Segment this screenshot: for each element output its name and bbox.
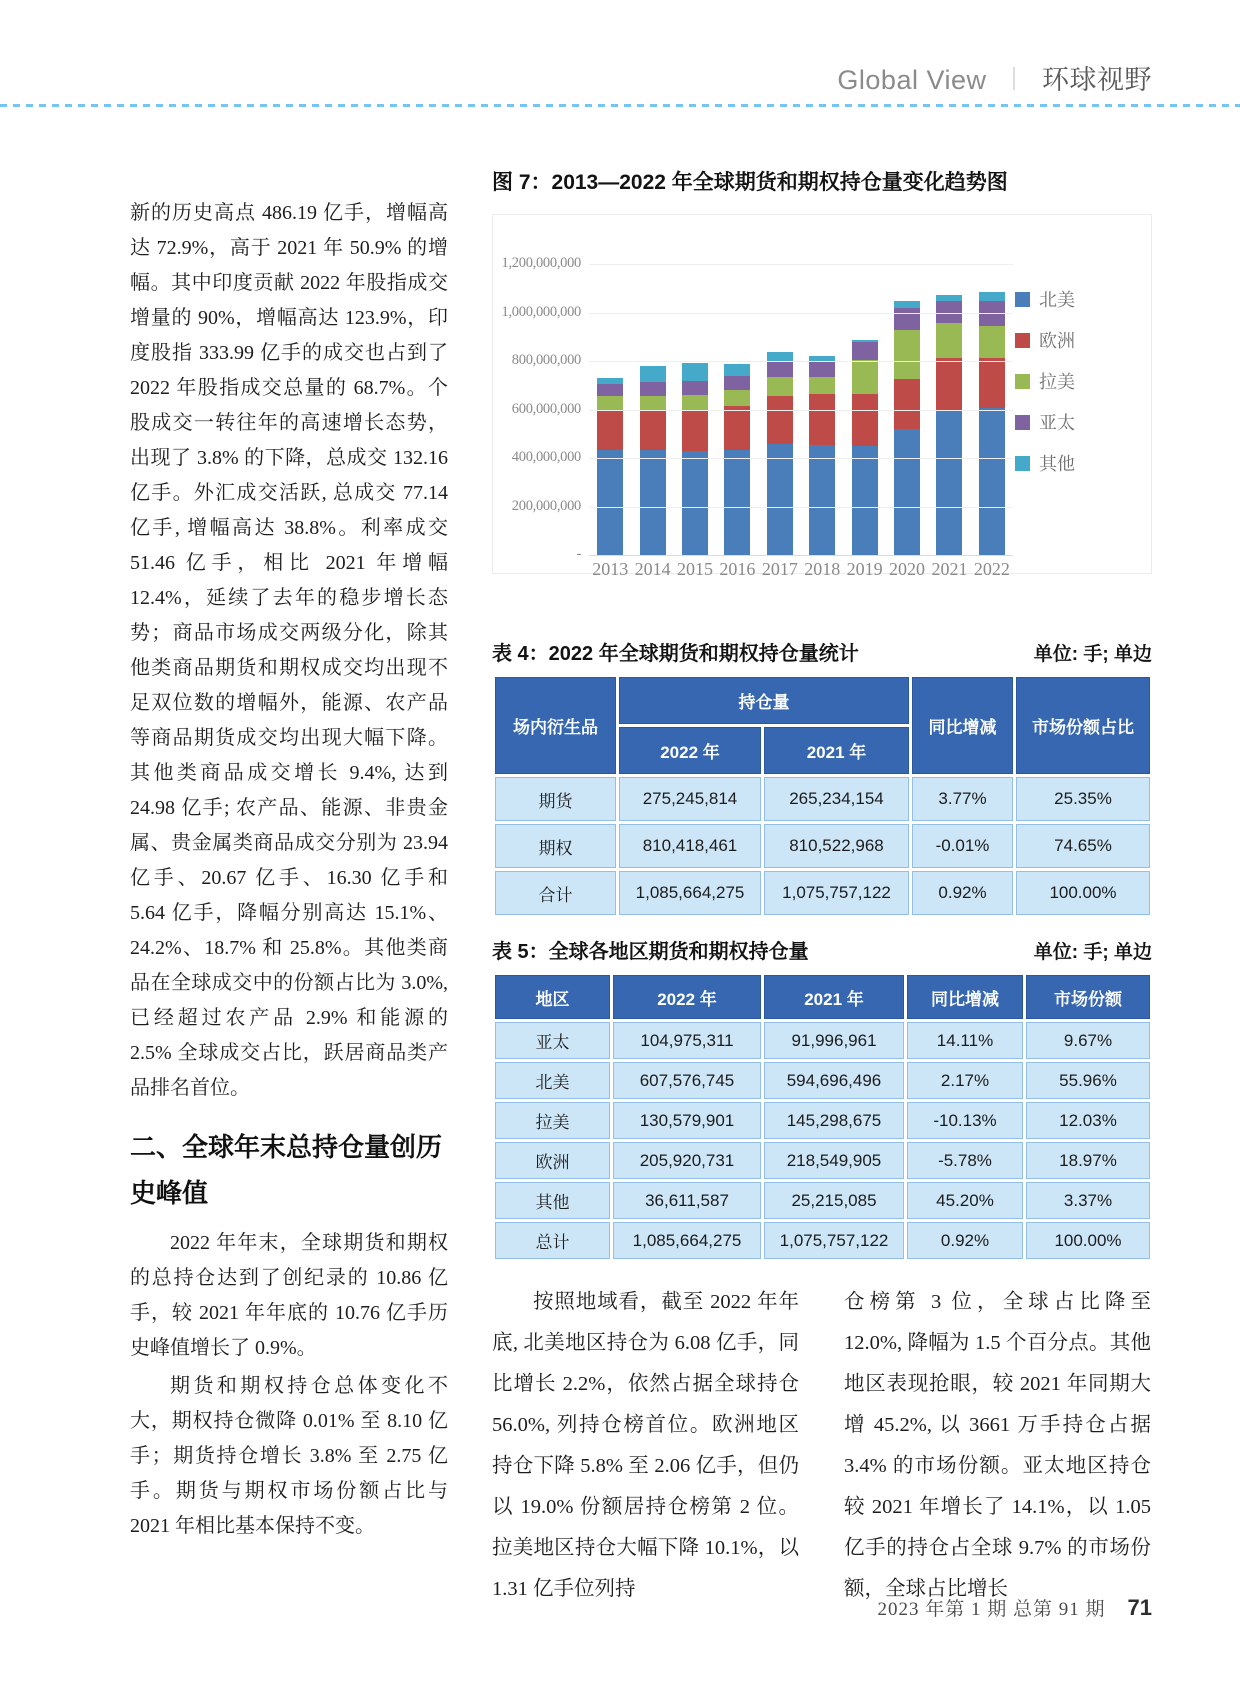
table4-header-cell: 同比增减 (911, 676, 1015, 776)
chart-gridline (589, 507, 1013, 508)
table-row (494, 1061, 1152, 1101)
bar-segment (894, 301, 920, 308)
x-axis-tick-label: 2014 (634, 559, 671, 579)
table4-header-cell: 持仓量 (618, 676, 911, 726)
stacked-bar (597, 378, 623, 555)
footer-issue-info: 2023 年第 1 期 总第 91 期 (877, 1599, 1106, 1620)
legend-swatch (1015, 456, 1030, 471)
chart-gridline (589, 313, 1013, 314)
footer-page-number: 71 (1127, 1595, 1152, 1620)
table-cell: 55.96% (1025, 1061, 1152, 1101)
table5-caption: 表 5：全球各地区期货和期权持仓量 (492, 941, 809, 963)
table5-header-cell: 同比增减 (906, 974, 1025, 1021)
stacked-bar (979, 292, 1005, 555)
table-cell: 3.77% (911, 776, 1015, 823)
table-cell: 18.97% (1025, 1141, 1152, 1181)
table-cell: 14.11% (906, 1021, 1025, 1061)
table-cell: 12.03% (1025, 1101, 1152, 1141)
body-paragraph: 新的历史高点 486.19 亿手，增幅高达 72.9%，高于 2021 年 50.9% 的增幅。其中印度贡献 2022 年股指成交增量的 90%，增幅高达 123.9%，印度股指 333.99 亿手的成交也占到了 2022 年股指成交总量的 68.7%。个股成交一转往年的高速增长态势，出现了 3.8% 的下降，总成交 132.16 亿手。外汇成交活跃, 总成交 77.14 亿手, 增幅高达 38.8%。利率成交 51.46 亿手，相比 2021 年增幅 12.4%，延续了去年的稳步增长态势；商品市场成交两级分化，除其他类商品期货和期权成交均出现不足双位数的增幅外，能源、农产品等商品期货成交均出现大幅下降。其他类商品成交增长 9.4%, 达到 24.98 亿手; 农产品、能源、非贵金属、贵金属类商品成交分别为 23.94 亿手、20.67 亿手、16.30 亿手和 5.64 亿手，降幅分别高达 15.1%、24.2%、18.7% 和 25.8%。其他类商品在全球成交中的份额占比为 3.0%, 已经超过农产品 2.9% 和能源的 2.5% 全球成交占比，跃居商品类产品排名首位。 (130, 202, 448, 1099)
legend-swatch (1015, 333, 1030, 348)
stacked-bar (724, 364, 750, 555)
table4-header-cell: 2021 年 (763, 726, 911, 776)
bar-segment (979, 326, 1005, 358)
table-row (494, 1021, 1152, 1061)
table4-body (494, 776, 1152, 917)
bar-segment (682, 363, 708, 381)
legend-item (1015, 454, 1075, 474)
table4-header (494, 676, 1152, 776)
table-cell: 0.92% (911, 870, 1015, 917)
table-cell: 594,696,496 (763, 1061, 906, 1101)
bar-segment (979, 292, 1005, 301)
table-cell: 218,549,905 (763, 1141, 906, 1181)
page-header (837, 58, 1152, 97)
stacked-bar (894, 301, 920, 555)
bar-segment (682, 395, 708, 410)
table-cell: 欧洲 (494, 1141, 612, 1181)
table5-header-cell: 2022 年 (612, 974, 763, 1021)
bar-segment (597, 396, 623, 410)
table-cell: 9.67% (1025, 1021, 1152, 1061)
bar-segment (640, 450, 666, 555)
bar-segment (597, 410, 623, 450)
table-cell: 25,215,085 (763, 1181, 906, 1221)
y-axis-tick-label: 800,000,000 (511, 352, 581, 368)
right-content-column (492, 168, 1152, 1610)
bar-segment (682, 451, 708, 555)
table5-caption-row (492, 936, 1152, 964)
legend-label: 北美 (1039, 290, 1075, 310)
chart-gridline (589, 555, 1013, 556)
table-cell: 3.37% (1025, 1181, 1152, 1221)
bottom-column-1: 按照地域看，截至 2022 年年底, 北美地区持仓为 6.08 亿手，同比增长 2.2%，依然占据全球持仓 56.0%, 列持仓榜首位。欧洲地区持仓下降 5.8% 至 2.06 亿手，但仍以 19.0% 份额居持仓榜第 2 位。拉美地区持仓大幅下降 10.1%，以 1.31 亿手位列持 (492, 1291, 799, 1600)
table-cell: 期货 (494, 776, 618, 823)
table5-body (494, 1021, 1152, 1261)
table-row (494, 823, 1152, 870)
bar-segment (809, 377, 835, 394)
table-cell: 1,085,664,275 (612, 1221, 763, 1261)
legend-item (1015, 290, 1075, 310)
table4-header-cell: 2022 年 (618, 726, 763, 776)
table-cell: 2.17% (906, 1061, 1025, 1101)
bar-segment (852, 394, 878, 446)
bar-segment (809, 445, 835, 555)
legend-label: 拉美 (1039, 372, 1075, 392)
legend-item (1015, 413, 1075, 433)
table-cell: -5.78% (906, 1141, 1025, 1181)
table5-header (494, 974, 1152, 1021)
y-axis-tick-label: - (576, 546, 581, 562)
table-row (494, 776, 1152, 823)
table-cell: 北美 (494, 1061, 612, 1101)
x-axis-tick-label: 2019 (846, 559, 883, 579)
bar-segment (894, 379, 920, 429)
bar-segment (640, 410, 666, 450)
legend-swatch (1015, 374, 1030, 389)
table-cell: 45.20% (906, 1181, 1025, 1221)
bar-segment (767, 444, 793, 555)
table-row (494, 1141, 1152, 1181)
bar-segment (936, 411, 962, 555)
table5 (492, 972, 1153, 1262)
chart-gridline (589, 458, 1013, 459)
table-cell: 0.92% (906, 1221, 1025, 1261)
table-cell: 期权 (494, 823, 618, 870)
table-cell: 1,075,757,122 (763, 1221, 906, 1261)
table-cell: 合计 (494, 870, 618, 917)
bar-segment (682, 410, 708, 451)
chart-gridline (589, 361, 1013, 362)
table-row (494, 870, 1152, 917)
legend-item (1015, 372, 1075, 392)
page-footer (878, 1594, 1153, 1621)
bar-segment (979, 408, 1005, 555)
section-heading: 二、全球年末总持仓量创历史峰值 (130, 1132, 443, 1208)
bar-segment (852, 446, 878, 555)
header-divider: ︱ (1000, 65, 1028, 95)
table-cell: 265,234,154 (763, 776, 911, 823)
bar-segment (809, 361, 835, 377)
bottom-text-columns (492, 1282, 1152, 1610)
table4-caption-row (492, 638, 1152, 666)
table-cell: 810,522,968 (763, 823, 911, 870)
table-cell: 145,298,675 (763, 1101, 906, 1141)
figure7-chart (492, 214, 1152, 579)
table-cell: 104,975,311 (612, 1021, 763, 1061)
table-cell: 130,579,901 (612, 1101, 763, 1141)
x-axis-tick-label: 2015 (677, 559, 714, 579)
bar-segment (640, 382, 666, 396)
left-text-column (130, 196, 448, 1544)
table-cell: 810,418,461 (618, 823, 763, 870)
table4 (492, 674, 1153, 918)
bar-segment (979, 301, 1005, 326)
bar-segment (724, 376, 750, 390)
table-cell: 100.00% (1025, 1221, 1152, 1261)
table-cell: 275,245,814 (618, 776, 763, 823)
chart-y-axis (493, 227, 585, 562)
stacked-bar (809, 356, 835, 555)
table5-header-cell: 市场份额 (1025, 974, 1152, 1021)
table5-unit-label: 单位: 手; 单边 (1033, 942, 1152, 963)
table-cell: 74.65% (1015, 823, 1152, 870)
table-cell: 607,576,745 (612, 1061, 763, 1101)
table-cell: -0.01% (911, 823, 1015, 870)
legend-label: 欧洲 (1039, 331, 1075, 351)
bar-segment (767, 361, 793, 377)
table-row (494, 1181, 1152, 1221)
y-axis-tick-label: 1,000,000,000 (501, 303, 581, 320)
y-axis-tick-label: 1,200,000,000 (501, 255, 581, 271)
legend-label: 其他 (1039, 454, 1075, 474)
bar-segment (724, 450, 750, 555)
stacked-bar (852, 340, 878, 555)
chart-x-axis (589, 559, 1013, 580)
x-axis-tick-label: 2021 (931, 559, 968, 579)
chart-gridline (589, 410, 1013, 411)
y-axis-tick-label: 600,000,000 (511, 400, 581, 417)
table-cell: 91,996,961 (763, 1021, 906, 1061)
bar-segment (640, 396, 666, 410)
legend-swatch (1015, 292, 1030, 307)
bar-segment (767, 377, 793, 396)
table4-header-cell: 市场份额占比 (1015, 676, 1152, 776)
table4-caption: 表 4：2022 年全球期货和期权持仓量统计 (492, 643, 859, 665)
bar-segment (852, 342, 878, 360)
legend-item (1015, 331, 1075, 351)
table4-unit-label: 单位: 手; 单边 (1033, 644, 1152, 665)
table4-header-cell: 场内衍生品 (494, 676, 618, 776)
stacked-bar (936, 295, 962, 555)
chart-gridline (589, 264, 1013, 265)
bar-segment (724, 364, 750, 376)
bar-segment (936, 323, 962, 358)
y-axis-tick-label: 200,000,000 (511, 497, 581, 514)
table-cell: 亚太 (494, 1021, 612, 1061)
y-axis-tick-label: 400,000,000 (511, 449, 581, 465)
bar-segment (894, 330, 920, 379)
bar-segment (682, 381, 708, 395)
bar-segment (979, 358, 1005, 408)
bar-segment (852, 360, 878, 394)
table-row (494, 1221, 1152, 1261)
table-cell: 100.00% (1015, 870, 1152, 917)
header-title-en: Global View (837, 65, 987, 95)
bar-segment (640, 366, 666, 382)
stacked-bar (767, 352, 793, 555)
header-title-zh: 环球视野 (1042, 65, 1152, 95)
header-dashed-rule (0, 104, 1240, 107)
stacked-bar (682, 363, 708, 555)
body-paragraph: 2022 年年末，全球期货和期权的总持仓达到了创纪录的 10.86 亿手，较 2021 年年底的 10.76 亿手历史峰值增长了 0.9%。 (130, 1232, 448, 1359)
legend-swatch (1015, 415, 1030, 430)
table-cell: 其他 (494, 1181, 612, 1221)
bar-segment (724, 390, 750, 406)
bar-segment (597, 450, 623, 555)
bar-segment (894, 429, 920, 555)
table5-header-cell: 地区 (494, 974, 612, 1021)
x-axis-tick-label: 2018 (804, 559, 841, 579)
x-axis-tick-label: 2017 (761, 559, 798, 579)
table-cell: 总计 (494, 1221, 612, 1261)
body-paragraph: 期货和期权持仓总体变化不大，期权持仓微降 0.01% 至 8.10 亿手；期货持仓增长 3.8% 至 2.75 亿手。期货与期权市场份额占比与 2021 年相比基本保持不变。 (130, 1375, 448, 1537)
bar-segment (767, 352, 793, 361)
stacked-bar (640, 366, 666, 555)
bar-segment (894, 308, 920, 330)
table-cell: 1,075,757,122 (763, 870, 911, 917)
chart-plot-area (589, 227, 1013, 555)
x-axis-tick-label: 2016 (719, 559, 756, 579)
x-axis-tick-label: 2013 (592, 559, 629, 579)
table-cell: 拉美 (494, 1101, 612, 1141)
x-axis-tick-label: 2022 (973, 559, 1010, 579)
bar-segment (724, 406, 750, 450)
table-cell: 25.35% (1015, 776, 1152, 823)
figure7-caption: 图 7：2013—2022 年全球期货和期权持仓量变化趋势图 (492, 171, 1008, 194)
chart-legend (1015, 291, 1075, 496)
table5-header-cell: 2021 年 (763, 974, 906, 1021)
table-row (494, 1101, 1152, 1141)
bar-segment (767, 396, 793, 444)
table-cell: 36,611,587 (612, 1181, 763, 1221)
x-axis-tick-label: 2020 (889, 559, 926, 579)
bar-segment (809, 394, 835, 445)
table-cell: 205,920,731 (612, 1141, 763, 1181)
bottom-column-2: 仓榜第 3 位，全球占比降至 12.0%, 降幅为 1.5 个百分点。其他地区表现抢眼，较 2021 年同期大增 45.2%, 以 3661 万手持仓占据 3.4% 的市场份额。亚太地区持仓较 2021 年增长了 14.1%，以 1.05 亿手的持仓占全球 9.7% 的市场份额，全球占比增长 (844, 1291, 1151, 1600)
bar-segment (597, 384, 623, 396)
bar-segment (936, 358, 962, 411)
legend-label: 亚太 (1039, 413, 1075, 433)
table-cell: -10.13% (906, 1101, 1025, 1141)
table-cell: 1,085,664,275 (618, 870, 763, 917)
